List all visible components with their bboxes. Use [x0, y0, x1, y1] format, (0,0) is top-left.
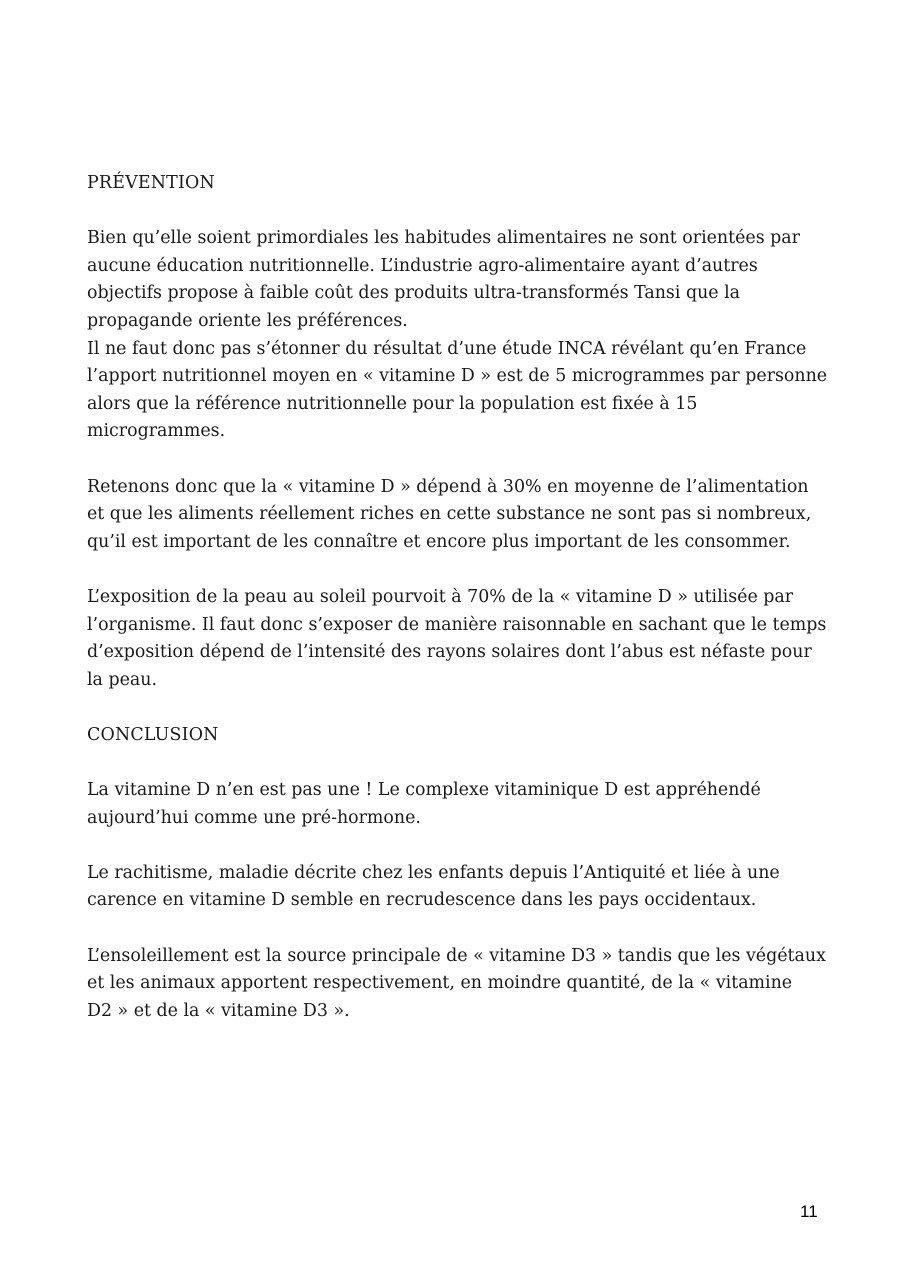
paragraph-diet-share [87, 474, 827, 557]
text-line: D2 » et de la « vitamine D3 ». [87, 1000, 350, 1021]
page-number: 11 [800, 1202, 818, 1221]
paragraph-rickets [87, 860, 827, 915]
paragraph-sources [87, 943, 827, 1026]
text-line: et les animaux apportent respectivement, en moindre quantité, de la « vitamine [87, 973, 793, 994]
text-line: microgrammes. [87, 421, 226, 442]
paragraph-sun-exposure [87, 584, 827, 694]
page-body [87, 170, 827, 1053]
text-line: Bien qu’elle soient primordiales les habitudes alimentaires ne sont orientées par [87, 228, 800, 249]
text-line: alors que la référence nutritionnelle pour la population est fixée à 15 [87, 393, 698, 414]
text-line: et que les aliments réellement riches en cette substance ne sont pas si nombreux, [87, 504, 812, 525]
text-line: l’apport nutritionnel moyen en « vitamine D » est de 5 microgrammes par personne [87, 366, 828, 387]
text-line: Il ne faut donc pas s’étonner du résultat d’une étude INCA révélant qu’en France [87, 338, 807, 359]
text-line: carence en vitamine D semble en recrudescence dans les pays occidentaux. [87, 890, 757, 911]
text-line: Retenons donc que la « vitamine D » dépend à 30% en moyenne de l’alimentation [87, 476, 809, 497]
text-line: L’ensoleillement est la source principale de « vitamine D3 » tandis que les végétaux [87, 945, 826, 966]
text-line: La vitamine D n’en est pas une ! Le complexe vitaminique D est appréhendé [87, 780, 761, 801]
text-line: propagande oriente les préférences. [87, 310, 408, 331]
text-line: aujourd’hui comme une pré-hormone. [87, 807, 421, 828]
text-line: L’exposition de la peau au soleil pourvoit à 70% de la « vitamine D » utilisée par [87, 586, 794, 607]
text-line: qu’il est important de les connaître et encore plus important de les consommer. [87, 531, 791, 552]
paragraph-prevention-habits [87, 225, 827, 446]
text-line: d’exposition dépend de l’intensité des rayons solaires dont l’abus est néfaste pour [87, 642, 812, 663]
section-heading-conclusion: CONCLUSION [87, 724, 219, 745]
paragraph-pre-hormone [87, 777, 827, 832]
text-line: l’organisme. Il faut donc s’exposer de manière raisonnable en sachant que le temps [87, 614, 827, 635]
text-line: objectifs propose à faible coût des produits ultra-transformés Tansi que la [87, 283, 741, 304]
section-heading-prevention: PRÉVENTION [87, 173, 215, 193]
text-line: la peau. [87, 669, 157, 690]
text-line: Le rachitisme, maladie décrite chez les enfants depuis l’Antiquité et liée à une [87, 862, 780, 883]
text-line: aucune éducation nutritionnelle. L’industrie agro-alimentaire ayant d’autres [87, 255, 758, 276]
